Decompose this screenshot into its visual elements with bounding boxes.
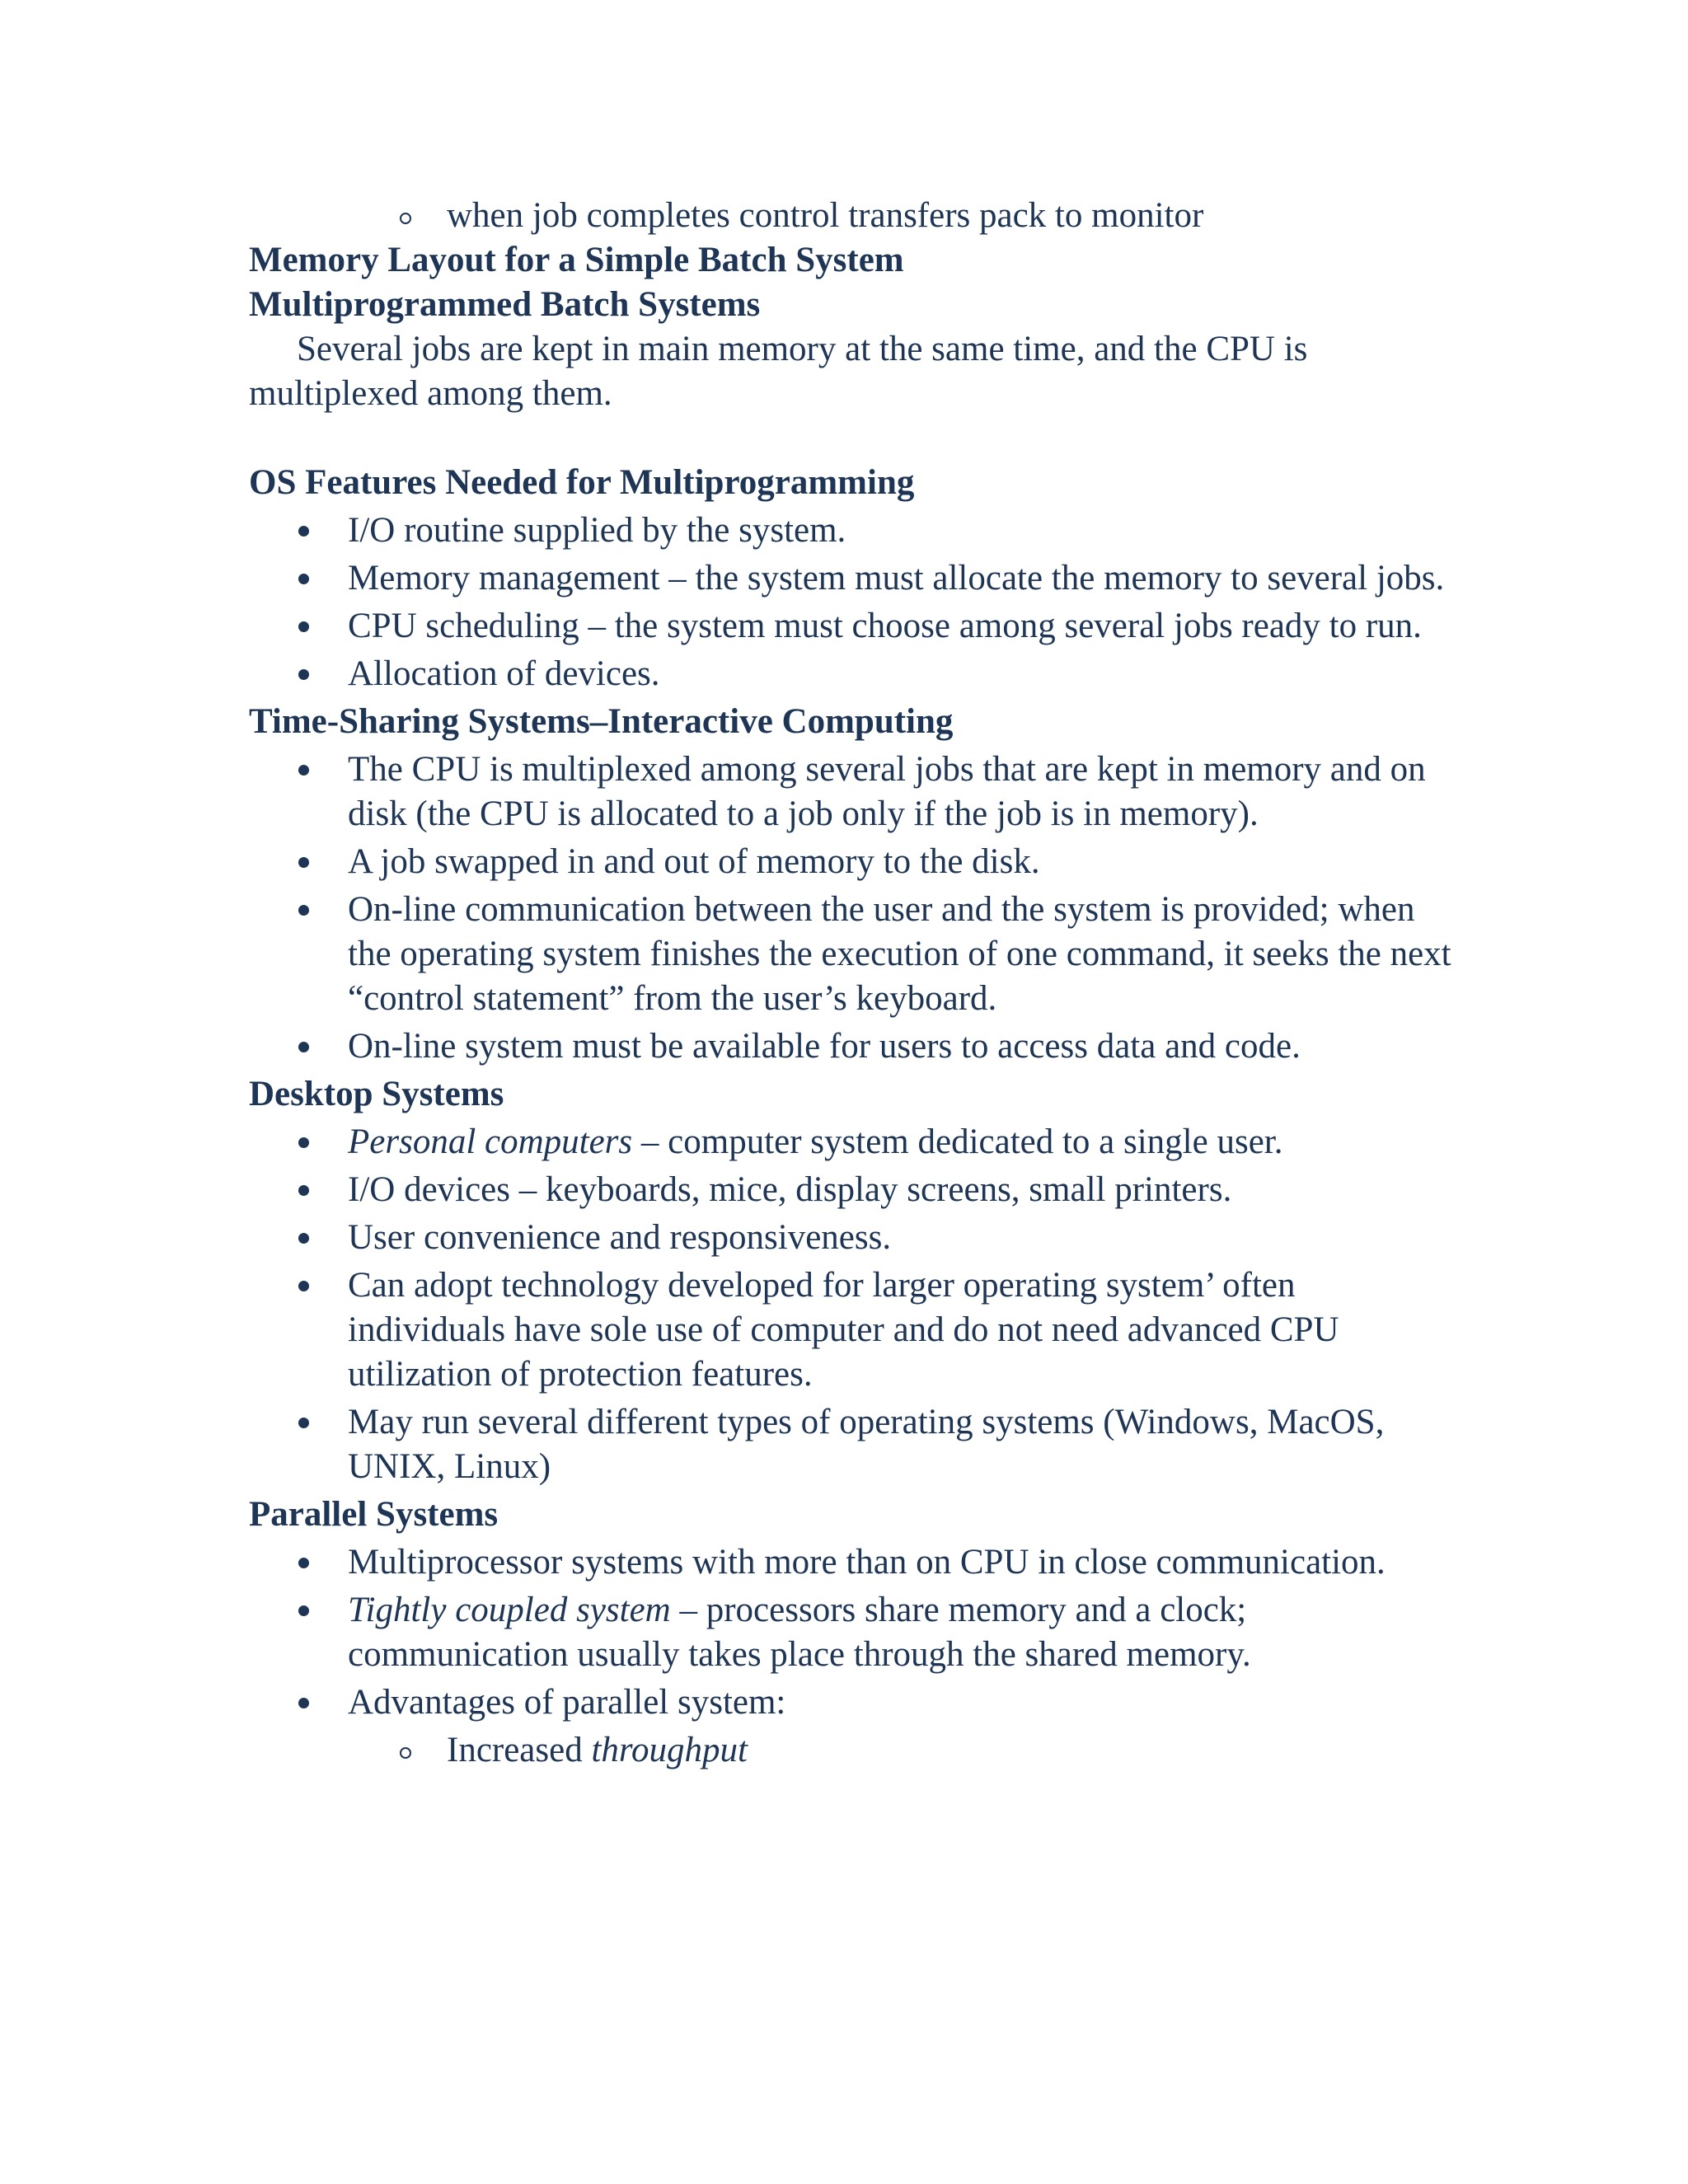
bullet-icon <box>298 621 309 632</box>
sub-list-item: Increased throughput <box>249 1728 1452 1773</box>
bullet-icon <box>298 765 309 776</box>
list-item: Memory management – the system must allocate the memory to several jobs. <box>249 556 1452 601</box>
bullet-icon <box>298 1605 309 1616</box>
list-item: On-line system must be available for users to access data and code. <box>249 1024 1452 1069</box>
list-item: I/O routine supplied by the system. <box>249 509 1452 553</box>
bullet-icon <box>298 526 309 537</box>
list-item: User convenience and responsiveness. <box>249 1216 1452 1260</box>
bullet-icon <box>298 1281 309 1291</box>
paragraph-multiprogrammed: Several jobs are kept in main memory at the same time, and the CPU is multiplexed among them. <box>249 330 1308 413</box>
parallel-sub-list <box>249 1728 1452 1773</box>
list-item: A job swapped in and out of memory to the disk. <box>249 840 1452 884</box>
bullet-icon <box>298 1137 309 1148</box>
heading-desktop: Desktop Systems <box>249 1075 504 1113</box>
sub-list-top <box>249 194 1452 238</box>
list-item: Personal computers – computer system dedicated to a single user. <box>249 1120 1452 1165</box>
heading-time-sharing: Time-Sharing Systems–Interactive Computing <box>249 702 954 741</box>
desktop-list <box>249 1120 1452 1489</box>
bullet-icon <box>298 857 309 868</box>
hollow-bullet-icon <box>400 1747 411 1759</box>
spacer <box>249 416 1452 461</box>
list-item: Allocation of devices. <box>249 652 1452 696</box>
bullet-icon <box>298 1698 309 1708</box>
time-sharing-list <box>249 748 1452 1069</box>
heading-parallel: Parallel Systems <box>249 1495 499 1534</box>
parallel-list <box>249 1540 1452 1725</box>
list-item: May run several different types of operating systems (Windows, MacOS, UNIX, Linux) <box>249 1400 1452 1489</box>
os-features-list <box>249 509 1452 696</box>
list-item: Multiprocessor systems with more than on CPU in close communication. <box>249 1540 1452 1585</box>
bullet-icon <box>298 1418 309 1428</box>
heading-os-features: OS Features Needed for Multiprogramming <box>249 463 915 502</box>
hollow-bullet-icon <box>400 213 411 224</box>
document-page <box>249 194 1452 1773</box>
list-item: Tightly coupled system – processors share memory and a clock; communication usually takes place through the shared memory. <box>249 1588 1452 1677</box>
bullet-icon <box>298 574 309 584</box>
list-item: Advantages of parallel system: <box>249 1680 1452 1725</box>
bullet-icon <box>298 1233 309 1244</box>
heading-memory-layout: Memory Layout for a Simple Batch System <box>249 241 904 279</box>
bullet-icon <box>298 1185 309 1196</box>
sub-list-item: when job completes control transfers pack to monitor <box>249 194 1452 238</box>
list-item: The CPU is multiplexed among several jobs that are kept in memory and on disk (the CPU is allocated to a job only if the job is in memory). <box>249 748 1452 837</box>
list-item: On-line communication between the user and the system is provided; when the operating system finishes the execution of one command, it seeks the next “control statement” from the user’s keyboard. <box>249 888 1452 1021</box>
list-item: Can adopt technology developed for larger operating system’ often individuals have sole use of computer and do not need advanced CPU utilization of protection features. <box>249 1263 1452 1397</box>
bullet-icon <box>298 1558 309 1568</box>
bullet-icon <box>298 669 309 680</box>
bullet-icon <box>298 1042 309 1052</box>
bullet-icon <box>298 905 309 916</box>
heading-multiprogrammed: Multiprogrammed Batch Systems <box>249 285 761 324</box>
list-item: CPU scheduling – the system must choose among several jobs ready to run. <box>249 604 1452 649</box>
list-item: I/O devices – keyboards, mice, display screens, small printers. <box>249 1168 1452 1212</box>
